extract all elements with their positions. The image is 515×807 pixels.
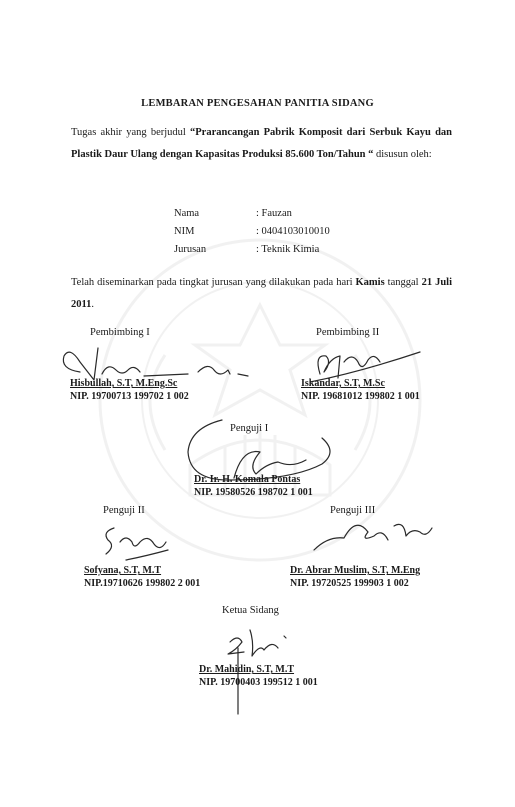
- ketua-role: Ketua Sidang: [222, 605, 279, 616]
- intro-paragraph: [71, 122, 452, 166]
- author-dept-label: Jurusan: [174, 244, 207, 255]
- penguji2-role: Penguji II: [103, 505, 145, 516]
- intro-prefix: Tugas akhir yang berjudul: [71, 127, 191, 138]
- page-title: LEMBARAN PENGESAHAN PANITIA SIDANG: [141, 98, 374, 109]
- penguji1-nip: NIP. 19580526 198702 1 001: [194, 487, 313, 498]
- pembimbing2-nip: NIP. 19681012 199802 1 001: [301, 391, 420, 402]
- seminar-middle: tanggal: [384, 277, 422, 288]
- penguji1-name: Dr. Ir. H. Komala Pontas: [194, 474, 301, 485]
- penguji3-role: Penguji III: [330, 505, 376, 516]
- intro-suffix: disusun oleh:: [373, 149, 432, 160]
- pembimbing1-role: Pembimbing I: [90, 327, 150, 338]
- author-dept-value: : Teknik Kimia: [256, 244, 320, 255]
- pembimbing2-role: Pembimbing II: [316, 327, 380, 338]
- seminar-day: Kamis: [355, 277, 385, 288]
- penguji3-nip: NIP. 19720525 199903 1 002: [290, 578, 409, 589]
- penguji1-role: Penguji I: [230, 423, 269, 434]
- penguji2-signature-icon: [96, 520, 186, 564]
- pembimbing1-nip: NIP. 19700713 199702 1 002: [70, 391, 189, 402]
- pembimbing2-name: Iskandar, S.T, M.Sc: [301, 378, 385, 389]
- pembimbing1-name: Hisbullah, S.T, M.Eng.Sc: [70, 378, 178, 389]
- ketua-name: Dr. Mahidin, S.T, M.T: [199, 664, 295, 675]
- penguji2-name: Sofyana, S.T, M.T: [84, 565, 162, 576]
- author-nim-value: : 0404103010010: [256, 226, 330, 237]
- seminar-date: 21 Juli 2011: [71, 277, 452, 310]
- seminar-paragraph: [71, 272, 452, 316]
- thesis-title: “Prarancangan Pabrik Komposit dari Serbuk Kayu dan Plastik Daur Ulang dengan Kapasitas Produksi 85.600 Ton/Tahun “: [71, 127, 452, 160]
- penguji3-name: Dr. Abrar Muslim, S.T, M.Eng: [290, 565, 421, 576]
- penguji3-signature-icon: [308, 510, 438, 558]
- ketua-nip: NIP. 19700403 199512 1 001: [199, 677, 318, 688]
- author-name-label: Nama: [174, 208, 200, 219]
- seminar-suffix: .: [91, 299, 95, 310]
- penguji2-nip: NIP.19710626 199802 2 001: [84, 578, 201, 589]
- author-nim-label: NIM: [174, 226, 195, 237]
- seminar-prefix: Telah diseminarkan pada tingkat jurusan yang dilakukan pada hari: [71, 277, 356, 288]
- author-name-value: : Fauzan: [256, 208, 292, 219]
